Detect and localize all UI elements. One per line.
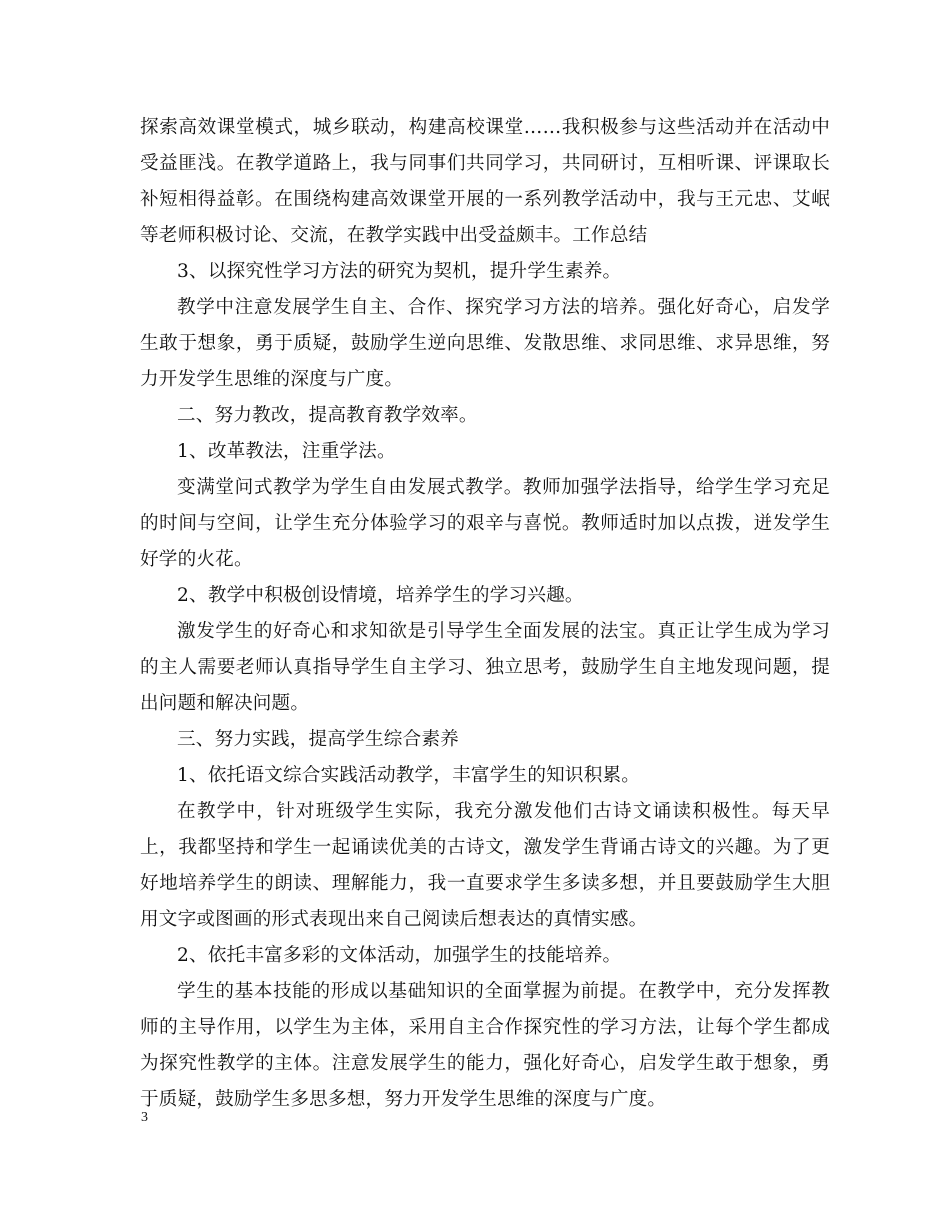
paragraph-11: 在教学中，针对班级学生实际，我充分激发他们古诗文诵读积极性。每天早上，我都坚持和学生一起诵读优美的古诗文，激发学生背诵古诗文的兴趣。为了更好地培养学生的朗读、理解能力，我一直要求学生多读多想，并且要鼓励学生大胆用文字或图画的形式表现出来自己阅读后想表达的真情实感。 <box>140 801 830 930</box>
paragraph-4: 二、努力教改，提高教育教学效率。 <box>177 405 478 426</box>
paragraph-3: 教学中注意发展学生自主、合作、探究学习方法的培养。强化好奇心，启发学生敢于想象，勇于质疑，鼓励学生逆向思维、发散思维、求同思维、求异思维，努力开发学生思维的深度与广度。 <box>140 297 830 390</box>
paragraph-2: 3、以探究性学习方法的研究为契机，提升学生素养。 <box>177 261 622 282</box>
paragraph-7: 2、教学中积极创设情境，培养学生的学习兴趣。 <box>177 585 584 606</box>
paragraph-5: 1、改革教法，注重学法。 <box>177 441 396 462</box>
page-number: 3 <box>141 1110 148 1125</box>
paragraph-10: 1、依托语文综合实践活动教学，丰富学生的知识积累。 <box>177 765 641 786</box>
paragraph-9: 三、努力实践，提高学生综合素养 <box>177 729 459 750</box>
body-text <box>140 110 830 1118</box>
paragraph-1: 探索高效课堂模式，城乡联动，构建高校课堂……我积极参与这些活动并在活动中受益匪浅。在教学道路上，我与同事们共同学习，共同研讨，互相听课、评课取长补短相得益彰。在围绕构建高效课堂开展的一系列教学活动中，我与王元忠、艾岷等老师积极讨论、交流，在教学实践中出受益颇丰。工作总结 <box>140 117 830 246</box>
paragraph-8: 激发学生的好奇心和求知欲是引导学生全面发展的法宝。真正让学生成为学习的主人需要老师认真指导学生自主学习、独立思考，鼓励学生自主地发现问题，提出问题和解决问题。 <box>140 621 830 714</box>
paragraph-12: 2、依托丰富多彩的文体活动，加强学生的技能培养。 <box>177 945 622 966</box>
paragraph-6: 变满堂问式教学为学生自由发展式教学。教师加强学法指导，给学生学习充足的时间与空间，让学生充分体验学习的艰辛与喜悦。教师适时加以点拨，迸发学生好学的火花。 <box>140 477 830 570</box>
paragraph-13: 学生的基本技能的形成以基础知识的全面掌握为前提。在教学中，充分发挥教师的主导作用，以学生为主体，采用自主合作探究性的学习方法，让每个学生都成为探究性教学的主体。注意发展学生的能力，强化好奇心，启发学生敢于想象，勇于质疑，鼓励学生多思多想，努力开发学生思维的深度与广度。 <box>140 981 830 1110</box>
